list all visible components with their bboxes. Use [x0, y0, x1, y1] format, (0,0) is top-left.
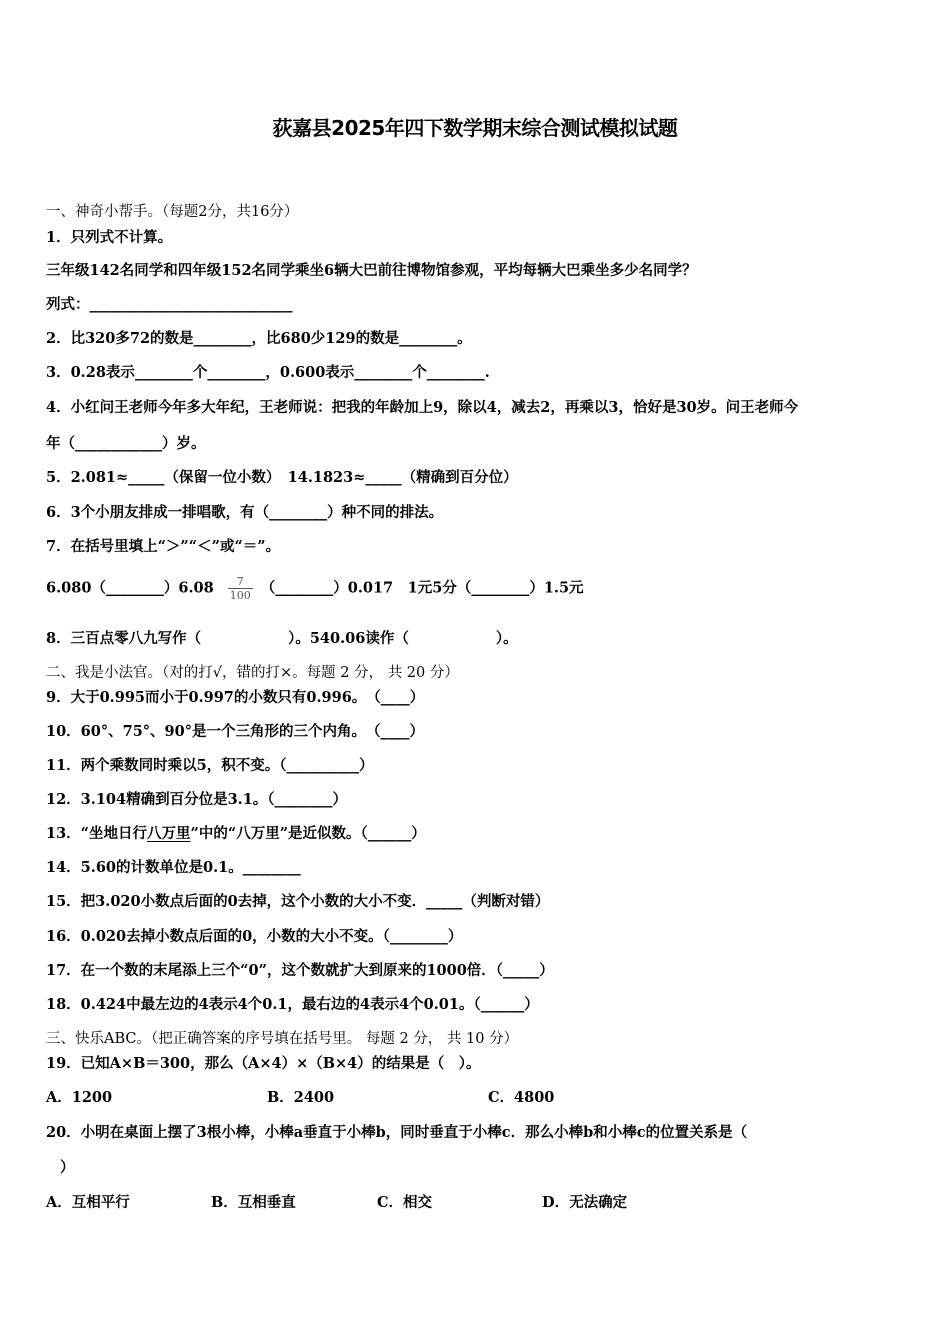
question-14: 14．5.60的计数单位是0.1。________ [46, 859, 301, 876]
question-20-option-a: A．互相平行 [46, 1194, 130, 1211]
question-7-part-1: 6.080（________）6.08 [46, 579, 214, 597]
question-19-option-b: B．2400 [267, 1089, 335, 1106]
question-19-option-a: A．1200 [46, 1089, 113, 1106]
question-19-option-c: C．4800 [488, 1089, 555, 1106]
question-13-underlined: 八万里 [147, 825, 191, 842]
fraction-numerator: 7 [236, 575, 244, 588]
question-13-post: ”中的“八万里”是近似数。（______） [190, 825, 426, 842]
question-2: 2．比320多72的数是________，比680少129的数是________。 [46, 330, 472, 347]
question-3: 3．0.28表示________个________，0.600表示________个________. [46, 364, 490, 381]
question-20-line-2: ） [60, 1159, 75, 1176]
section-3-heading: 三、快乐ABC。（把正确答案的序号填在括号里。 每题 2 分， 共 10 分） [46, 1031, 519, 1047]
question-6: 6．3个小朋友排成一排唱歌，有（________）种不同的排法。 [46, 504, 444, 521]
question-11: 11．两个乘数同时乘以5，积不变。（__________） [46, 757, 374, 774]
question-19: 19．已知A×B＝300，那么（A×4）×（B×4）的结果是（ ）。 [46, 1055, 481, 1072]
question-4-line-1: 4．小红问王老师今年多大年纪，王老师说：把我的年龄加上9，除以4，减去2，再乘以3，恰好是30岁。问王老师今 [46, 399, 799, 416]
question-7-comparisons [46, 575, 584, 602]
question-20-option-b: B．互相垂直 [211, 1194, 296, 1211]
question-5: 5．2.081≈_____（保留一位小数） 14.1823≈_____（精确到百分位） [46, 469, 518, 486]
question-12: 12．3.104精确到百分位是3.1。（________） [46, 791, 348, 808]
question-17: 17．在一个数的末尾添上三个“0”，这个数就扩大到原来的1000倍．（_____） [46, 962, 554, 979]
question-18: 18．0.424中最左边的4表示4个0.1，最右边的4表示4个0.01。（______） [46, 996, 539, 1013]
section-2-heading: 二、我是小法官。（对的打√，错的打×。每题 2 分， 共 20 分） [46, 665, 459, 681]
fraction [228, 575, 253, 602]
question-10: 10．60°、75°、90°是一个三角形的三个内角。 （____） [46, 723, 424, 740]
question-9: 9．大于0.995而小于0.997的小数只有0.996。 （____） [46, 689, 425, 706]
question-8: 8．三百点零八九写作（ ）。540.06读作（ ）。 [46, 630, 518, 647]
question-20-option-d: D．无法确定 [542, 1194, 628, 1211]
question-13-pre: 13．“坐地日行 [46, 825, 148, 842]
question-15: 15．把3.020小数点后面的0去掉，这个小数的大小不变．_____（判断对错） [46, 893, 550, 910]
question-4-line-2: 年（____________）岁。 [46, 435, 206, 452]
question-13 [46, 824, 426, 844]
question-7-part-2: （________）0.017 1元5分（________）1.5元 [260, 579, 584, 597]
section-1-heading: 一、神奇小帮手。（每题2分，共16分） [46, 204, 299, 220]
question-1-formula: 列式：____________________________ [46, 296, 293, 313]
fraction-denominator: 100 [229, 589, 251, 602]
question-7: 7．在括号里填上“＞”“＜”或“＝”。 [46, 538, 281, 555]
question-1: 1．只列式不计算。 [46, 229, 173, 246]
question-16: 16．0.020去掉小数点后面的0，小数的大小不变。（________） [46, 928, 463, 945]
question-20-option-c: C．相交 [377, 1194, 433, 1211]
question-20-line-1: 20．小明在桌面上摆了3根小棒，小棒a垂直于小棒b，同时垂直于小棒c．那么小棒b和小棒c的位置关系是（ [46, 1124, 748, 1141]
question-1-body: 三年级142名同学和四年级152名同学乘坐6辆大巴前往博物馆参观，平均每辆大巴乘坐多少名同学？ [46, 262, 697, 279]
page-title: 荻嘉县2025年四下数学期末综合测试模拟试题 [272, 116, 678, 140]
